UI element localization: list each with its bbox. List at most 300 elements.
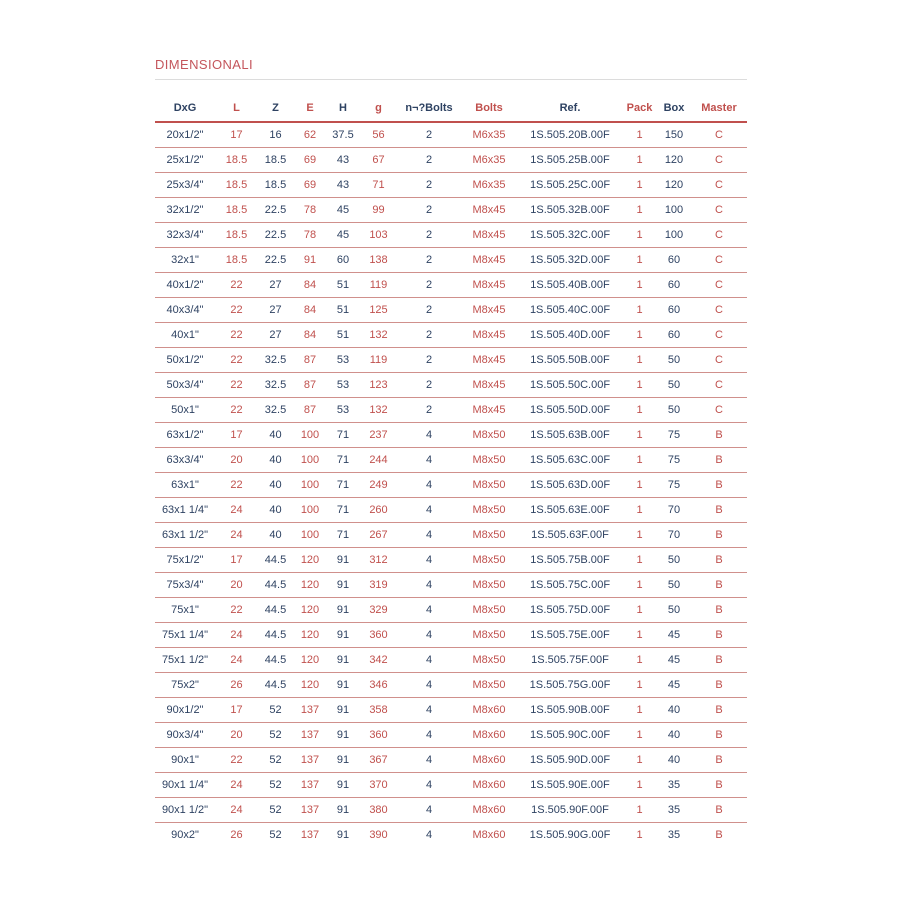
table-row (155, 223, 747, 248)
cell-n-bolts: 4 (398, 623, 460, 648)
cell-master: B (691, 498, 747, 523)
cell-pack: 1 (622, 473, 657, 498)
cell-ref: 1S.505.75D.00F (518, 598, 622, 623)
cell-g: 380 (359, 798, 398, 823)
cell-e: 84 (293, 323, 327, 348)
cell-pack: 1 (622, 748, 657, 773)
cell-bolts: M8x50 (460, 548, 518, 573)
table-row (155, 423, 747, 448)
column-header-pack: Pack (622, 94, 657, 122)
cell-box: 40 (657, 698, 691, 723)
dimensions-section (155, 57, 747, 847)
cell-pack: 1 (622, 323, 657, 348)
cell-ref: 1S.505.50C.00F (518, 373, 622, 398)
cell-dxg: 32x1/2" (155, 198, 215, 223)
cell-bolts: M8x50 (460, 498, 518, 523)
cell-dxg: 90x2" (171, 829, 199, 841)
cell-box: 120 (657, 148, 691, 173)
cell-master: C (691, 348, 747, 373)
column-header-e: E (293, 94, 327, 122)
cell-z: 32.5 (258, 373, 293, 398)
column-header-ref: Ref. (518, 94, 622, 122)
cell-z: 18.5 (258, 173, 293, 198)
cell-master: C (691, 122, 747, 148)
cell-n-bolts: 4 (398, 698, 460, 723)
cell-dxg: 63x1 1/2" (155, 523, 215, 548)
cell-pack: 1 (622, 223, 657, 248)
table-row (155, 823, 747, 848)
table-body (155, 122, 747, 847)
cell-dxg: 90x1 1/4" (155, 773, 215, 798)
cell-z: 44.5 (258, 548, 293, 573)
cell-h: 51 (327, 298, 359, 323)
cell-bolts: M8x50 (460, 473, 518, 498)
cell-box: 45 (657, 673, 691, 698)
cell-z: 27 (258, 323, 293, 348)
cell-bolts: M8x45 (460, 398, 518, 423)
cell-pack: 1 (622, 423, 657, 448)
cell-box: 40 (657, 748, 691, 773)
table-header-row (155, 94, 747, 122)
table-row (155, 648, 747, 673)
cell-n-bolts: 2 (398, 148, 460, 173)
cell-e: 100 (293, 523, 327, 548)
table-row (155, 598, 747, 623)
cell-pack: 1 (622, 798, 657, 823)
table-row (155, 723, 747, 748)
cell-box: 60 (657, 248, 691, 273)
cell-pack: 1 (622, 273, 657, 298)
cell-box: 100 (657, 198, 691, 223)
cell-master: B (691, 623, 747, 648)
cell-ref: 1S.505.90C.00F (518, 723, 622, 748)
cell-master: C (691, 173, 747, 198)
cell-h: 71 (327, 423, 359, 448)
cell-bolts: M8x45 (460, 248, 518, 273)
cell-h: 91 (327, 573, 359, 598)
cell-box: 60 (657, 298, 691, 323)
cell-z: 18.5 (258, 148, 293, 173)
table-row (155, 298, 747, 323)
cell-h: 37.5 (327, 122, 359, 148)
cell-e: 137 (293, 698, 327, 723)
cell-z: 16 (258, 122, 293, 148)
cell-pack: 1 (622, 198, 657, 223)
cell-master: B (691, 748, 747, 773)
cell-h: 45 (327, 223, 359, 248)
cell-e: 120 (293, 573, 327, 598)
cell-g: 346 (359, 673, 398, 698)
cell-g: 319 (359, 573, 398, 598)
cell-h: 53 (327, 348, 359, 373)
cell-bolts: M8x50 (460, 623, 518, 648)
cell-master: C (691, 323, 747, 348)
cell-l: 24 (215, 523, 258, 548)
cell-master: B (691, 673, 747, 698)
column-header-g: g (359, 94, 398, 122)
cell-n-bolts: 4 (398, 798, 460, 823)
cell-g: 329 (359, 598, 398, 623)
cell-bolts: M8x45 (460, 273, 518, 298)
cell-e: 137 (293, 798, 327, 823)
cell-dxg: 75x2" (155, 673, 215, 698)
table-row (155, 173, 747, 198)
cell-g: 138 (359, 248, 398, 273)
cell-dxg: 20x1/2" (155, 122, 215, 148)
cell-master: B (691, 798, 747, 823)
cell-box: 50 (657, 398, 691, 423)
cell-g: 99 (359, 198, 398, 223)
cell-z: 40 (258, 448, 293, 473)
cell-n-bolts: 4 (398, 723, 460, 748)
table-row (155, 398, 747, 423)
cell-e: 100 (293, 423, 327, 448)
cell-box: 120 (657, 173, 691, 198)
cell-n-bolts: 2 (398, 248, 460, 273)
cell-master: C (691, 298, 747, 323)
cell-l: 24 (215, 498, 258, 523)
cell-z: 44.5 (258, 623, 293, 648)
cell-l: 20 (215, 723, 258, 748)
cell-pack: 1 (622, 398, 657, 423)
table-row (155, 273, 747, 298)
cell-bolts: M8x50 (460, 598, 518, 623)
column-header-n-bolts: n¬?Bolts (398, 94, 460, 122)
cell-master: B (715, 829, 723, 841)
cell-g: 370 (359, 773, 398, 798)
cell-dxg: 63x1 1/4" (155, 498, 215, 523)
cell-h: 91 (327, 798, 359, 823)
cell-master: C (691, 148, 747, 173)
cell-bolts: M6x35 (460, 148, 518, 173)
cell-l: 17 (215, 122, 258, 148)
cell-n-bolts: 2 (398, 298, 460, 323)
cell-n-bolts: 2 (398, 122, 460, 148)
cell-bolts: M6x35 (460, 122, 518, 148)
cell-bolts: M8x60 (460, 723, 518, 748)
cell-n-bolts: 4 (398, 648, 460, 673)
cell-box: 50 (657, 548, 691, 573)
column-header-dxg: DxG (155, 94, 215, 122)
cell-bolts: M8x50 (460, 448, 518, 473)
cell-h: 43 (327, 173, 359, 198)
cell-e: 87 (293, 398, 327, 423)
cell-ref: 1S.505.75E.00F (518, 623, 622, 648)
cell-e: 78 (293, 223, 327, 248)
cell-ref: 1S.505.40B.00F (518, 273, 622, 298)
cell-e: 69 (293, 148, 327, 173)
cell-g: 237 (359, 423, 398, 448)
cell-g: 267 (359, 523, 398, 548)
cell-l: 24 (215, 648, 258, 673)
cell-z: 40 (258, 473, 293, 498)
table-row (155, 548, 747, 573)
cell-e: 87 (293, 348, 327, 373)
cell-l: 17 (215, 548, 258, 573)
cell-h: 71 (327, 523, 359, 548)
cell-box: 70 (657, 523, 691, 548)
cell-dxg: 50x3/4" (155, 373, 215, 398)
cell-z: 22.5 (258, 223, 293, 248)
cell-bolts: M8x50 (460, 648, 518, 673)
cell-e: 120 (293, 648, 327, 673)
cell-l: 18.5 (215, 148, 258, 173)
cell-bolts: M8x50 (460, 423, 518, 448)
cell-dxg: 75x3/4" (155, 573, 215, 598)
cell-box: 50 (657, 573, 691, 598)
cell-box: 70 (657, 498, 691, 523)
cell-l: 18.5 (215, 198, 258, 223)
cell-g: 390 (369, 829, 388, 841)
cell-h: 91 (327, 548, 359, 573)
cell-h: 91 (327, 673, 359, 698)
cell-g: 125 (359, 298, 398, 323)
cell-l: 24 (215, 798, 258, 823)
cell-ref: 1S.505.25C.00F (518, 173, 622, 198)
cell-master: B (691, 523, 747, 548)
cell-ref: 1S.505.75F.00F (518, 648, 622, 673)
cell-z: 44.5 (258, 648, 293, 673)
cell-g: 360 (359, 723, 398, 748)
cell-master: B (691, 548, 747, 573)
table-row (155, 523, 747, 548)
cell-ref: 1S.505.32B.00F (518, 198, 622, 223)
cell-z: 32.5 (258, 348, 293, 373)
cell-l: 26 (215, 673, 258, 698)
cell-l: 18.5 (215, 173, 258, 198)
cell-dxg: 90x1/2" (155, 698, 215, 723)
cell-z: 40 (258, 498, 293, 523)
cell-n-bolts: 2 (398, 198, 460, 223)
cell-dxg: 40x3/4" (155, 298, 215, 323)
cell-h: 71 (327, 448, 359, 473)
cell-box: 75 (657, 423, 691, 448)
cell-n-bolts: 4 (398, 598, 460, 623)
cell-g: 123 (359, 373, 398, 398)
cell-master: C (691, 223, 747, 248)
cell-g: 67 (359, 148, 398, 173)
cell-z: 52 (258, 723, 293, 748)
cell-dxg: 75x1 1/2" (155, 648, 215, 673)
table-row (155, 748, 747, 773)
cell-box: 150 (657, 122, 691, 148)
cell-g: 249 (359, 473, 398, 498)
column-header-master: Master (691, 94, 747, 122)
cell-g: 342 (359, 648, 398, 673)
cell-n-bolts: 4 (398, 448, 460, 473)
table-row (155, 623, 747, 648)
cell-g: 358 (359, 698, 398, 723)
cell-master: B (691, 723, 747, 748)
cell-z: 27 (258, 298, 293, 323)
table-row (155, 148, 747, 173)
table-row (155, 673, 747, 698)
cell-e: 120 (293, 598, 327, 623)
cell-z: 22.5 (258, 248, 293, 273)
cell-ref: 1S.505.63F.00F (518, 523, 622, 548)
cell-n-bolts: 4 (398, 548, 460, 573)
title-divider (155, 79, 747, 80)
cell-e: 84 (293, 273, 327, 298)
cell-master: C (691, 398, 747, 423)
cell-pack: 1 (622, 623, 657, 648)
cell-l: 24 (215, 623, 258, 648)
cell-l: 18.5 (215, 248, 258, 273)
cell-pack: 1 (622, 148, 657, 173)
cell-bolts: M8x45 (460, 198, 518, 223)
cell-z: 44.5 (258, 573, 293, 598)
cell-g: 103 (359, 223, 398, 248)
cell-ref: 1S.505.75B.00F (518, 548, 622, 573)
cell-z: 52 (269, 829, 282, 841)
cell-h: 71 (327, 498, 359, 523)
cell-pack: 1 (622, 523, 657, 548)
cell-z: 44.5 (258, 673, 293, 698)
table-row (155, 573, 747, 598)
cell-n-bolts: 2 (398, 323, 460, 348)
cell-e: 62 (293, 122, 327, 148)
cell-box: 35 (657, 773, 691, 798)
cell-pack: 1 (622, 498, 657, 523)
dimensions-table (155, 94, 747, 847)
cell-box: 50 (657, 348, 691, 373)
cell-l: 22 (215, 748, 258, 773)
cell-e: 137 (293, 748, 327, 773)
cell-g: 260 (359, 498, 398, 523)
cell-g: 119 (359, 273, 398, 298)
cell-dxg: 63x3/4" (155, 448, 215, 473)
cell-l: 20 (215, 573, 258, 598)
cell-box: 75 (657, 448, 691, 473)
table-row (155, 448, 747, 473)
cell-pack: 1 (622, 598, 657, 623)
cell-bolts: M6x35 (460, 173, 518, 198)
cell-n-bolts: 4 (398, 523, 460, 548)
cell-z: 52 (258, 748, 293, 773)
cell-z: 44.5 (258, 598, 293, 623)
cell-n-bolts: 4 (398, 423, 460, 448)
column-header-l: L (215, 94, 258, 122)
cell-box: 60 (657, 323, 691, 348)
cell-dxg: 90x1" (155, 748, 215, 773)
table-row (155, 798, 747, 823)
cell-h: 91 (327, 598, 359, 623)
cell-z: 40 (258, 423, 293, 448)
cell-ref: 1S.505.90G.00F (529, 829, 611, 841)
cell-n-bolts: 2 (398, 398, 460, 423)
table-row (155, 473, 747, 498)
cell-ref: 1S.505.63B.00F (518, 423, 622, 448)
cell-n-bolts: 4 (425, 829, 433, 841)
cell-e: 78 (293, 198, 327, 223)
cell-master: C (691, 373, 747, 398)
cell-pack: 1 (622, 723, 657, 748)
cell-l: 22 (215, 323, 258, 348)
cell-box: 75 (657, 473, 691, 498)
table-row (155, 198, 747, 223)
table-header (155, 94, 747, 122)
cell-box: 35 (657, 798, 691, 823)
cell-l: 17 (215, 423, 258, 448)
cell-h: 91 (327, 748, 359, 773)
column-header-z: Z (258, 94, 293, 122)
cell-z: 22.5 (258, 198, 293, 223)
cell-pack: 1 (622, 348, 657, 373)
cell-g: 132 (359, 398, 398, 423)
cell-e: 120 (293, 673, 327, 698)
cell-box: 45 (657, 623, 691, 648)
column-header-box: Box (657, 94, 691, 122)
cell-n-bolts: 4 (398, 673, 460, 698)
cell-ref: 1S.505.75G.00F (518, 673, 622, 698)
cell-ref: 1S.505.40D.00F (518, 323, 622, 348)
cell-h: 91 (327, 773, 359, 798)
cell-e: 120 (293, 548, 327, 573)
cell-e: 84 (293, 298, 327, 323)
cell-dxg: 32x1" (155, 248, 215, 273)
cell-h: 53 (327, 398, 359, 423)
cell-n-bolts: 2 (398, 173, 460, 198)
cell-dxg: 50x1/2" (155, 348, 215, 373)
cell-g: 312 (359, 548, 398, 573)
cell-g: 56 (359, 122, 398, 148)
cell-bolts: M8x45 (460, 298, 518, 323)
cell-n-bolts: 4 (398, 498, 460, 523)
cell-pack: 1 (622, 373, 657, 398)
cell-bolts: M8x45 (460, 348, 518, 373)
cell-box: 50 (657, 373, 691, 398)
cell-h: 51 (327, 323, 359, 348)
cell-dxg: 63x1/2" (155, 423, 215, 448)
cell-pack: 1 (622, 673, 657, 698)
cell-dxg: 32x3/4" (155, 223, 215, 248)
cell-z: 32.5 (258, 398, 293, 423)
cell-ref: 1S.505.50D.00F (518, 398, 622, 423)
cell-dxg: 75x1/2" (155, 548, 215, 573)
column-header-h: H (327, 94, 359, 122)
cell-h: 60 (327, 248, 359, 273)
cell-l: 22 (215, 373, 258, 398)
cell-g: 132 (359, 323, 398, 348)
cell-master: C (691, 198, 747, 223)
cell-pack: 1 (622, 448, 657, 473)
cell-dxg: 50x1" (155, 398, 215, 423)
cell-ref: 1S.505.63C.00F (518, 448, 622, 473)
cell-h: 91 (327, 648, 359, 673)
cell-pack: 1 (622, 122, 657, 148)
cell-e: 87 (293, 373, 327, 398)
cell-master: B (691, 473, 747, 498)
cell-ref: 1S.505.25B.00F (518, 148, 622, 173)
cell-dxg: 90x3/4" (155, 723, 215, 748)
cell-ref: 1S.505.90F.00F (518, 798, 622, 823)
cell-bolts: M8x60 (460, 698, 518, 723)
cell-bolts: M8x45 (460, 323, 518, 348)
cell-master: B (691, 573, 747, 598)
cell-n-bolts: 2 (398, 373, 460, 398)
table-row (155, 248, 747, 273)
cell-dxg: 75x1 1/4" (155, 623, 215, 648)
cell-n-bolts: 2 (398, 348, 460, 373)
cell-master: B (691, 648, 747, 673)
cell-n-bolts: 2 (398, 273, 460, 298)
cell-master: C (691, 273, 747, 298)
cell-e: 69 (293, 173, 327, 198)
cell-ref: 1S.505.90E.00F (518, 773, 622, 798)
cell-pack: 1 (636, 829, 643, 841)
cell-master: C (691, 248, 747, 273)
cell-master: B (691, 773, 747, 798)
